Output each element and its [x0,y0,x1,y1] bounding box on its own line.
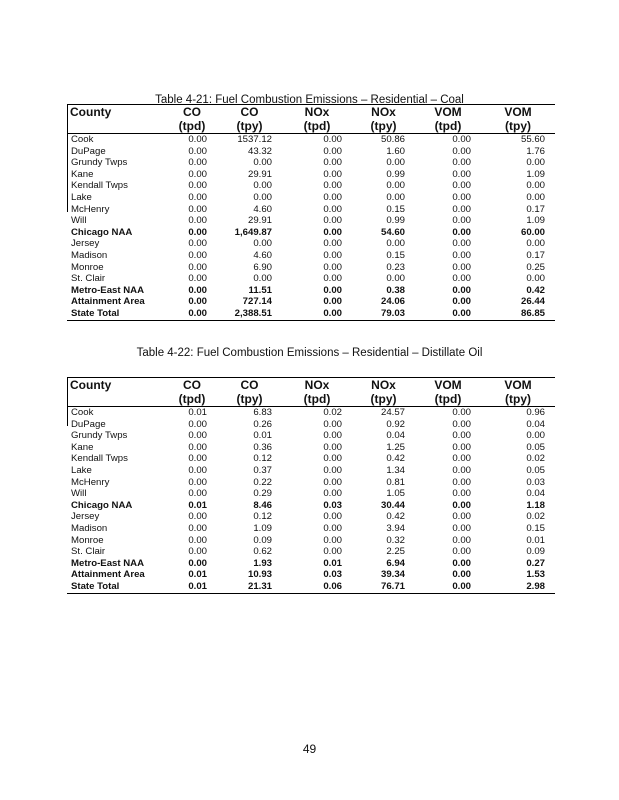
value-cell: 0.05 [526,464,545,476]
county-cell: Kane [71,168,94,180]
value-cell: 0.32 [386,534,405,546]
value-cell: 0.00 [188,203,207,215]
table-row [67,558,555,570]
value-cell: 0.00 [188,511,207,523]
value-cell: 0.99 [386,168,405,180]
table-row [67,308,555,320]
county-cell: Kane [71,441,94,453]
value-cell: 1.34 [386,464,405,476]
value-cell: 4.60 [253,203,272,215]
county-cell: St. Clair [71,273,106,285]
value-cell: 0.00 [386,191,405,203]
column-header: CO [240,378,259,392]
value-cell: 0.09 [526,546,545,558]
value-cell: 0.00 [452,407,471,418]
value-cell: 0.00 [323,215,342,227]
value-cell: 0.04 [386,430,405,442]
column-header: VOM [504,378,532,392]
county-cell: Lake [71,191,92,203]
value-cell: 0.26 [253,418,272,430]
value-cell: 0.00 [188,534,207,546]
value-cell: 0.15 [526,522,545,534]
value-cell: 0.00 [452,203,471,215]
value-cell: 0.00 [526,238,545,250]
value-cell: 0.92 [386,418,405,430]
value-cell: 0.00 [323,157,342,169]
value-cell: 0.42 [386,511,405,523]
county-cell: Chicago NAA [71,499,133,511]
county-cell: Grundy Twps [71,157,128,169]
value-cell: 0.01 [167,581,217,593]
county-cell: DuPage [71,418,106,430]
value-cell: 0.00 [323,168,342,180]
table-row [67,180,555,192]
value-cell: 2.25 [386,546,405,558]
value-cell: 0.00 [253,157,272,169]
value-cell: 0.00 [452,296,471,308]
county-cell: Madison [71,249,108,261]
value-cell: 0.00 [323,203,342,215]
value-cell: 1.09 [526,168,545,180]
value-cell: 54.60 [380,226,405,238]
value-cell: 0.00 [452,273,471,285]
value-cell: 0.15 [386,249,405,261]
county-cell: Will [71,215,87,227]
column-header: VOM [434,378,462,392]
county-cell: Attainment Area [71,296,145,308]
value-cell: 0.01 [323,557,342,569]
value-cell: 0.00 [323,522,342,534]
value-cell: 0.29 [253,488,272,500]
table-row [67,407,555,419]
value-cell: 2,388.51 [217,308,282,320]
value-cell: 0.00 [526,157,545,169]
column-unit: (tpd) [282,392,352,407]
table-row [67,442,555,454]
value-cell: 0.00 [188,249,207,261]
value-cell: 0.00 [452,168,471,180]
value-cell: 0.00 [452,534,471,546]
county-cell: Cook [71,134,94,145]
value-cell: 0.00 [323,430,342,442]
column-unit [67,119,167,134]
value-cell: 0.00 [452,238,471,250]
column-unit: (tpy) [217,392,282,407]
value-cell: 0.00 [386,157,405,169]
value-cell: 0.00 [188,430,207,442]
value-cell: 0.00 [452,284,471,296]
value-cell: 0.00 [526,180,545,192]
value-cell: 0.00 [188,476,207,488]
table-row [67,488,555,500]
value-cell: 0.00 [323,488,342,500]
value-cell: 0.00 [452,441,471,453]
table-row [67,477,555,489]
column-unit: (tpd) [415,392,481,407]
value-cell: 0.00 [323,284,342,296]
value-cell: 4.60 [253,249,272,261]
table-row [67,465,555,477]
table-row [67,296,555,308]
value-cell: 0.00 [188,441,207,453]
value-cell: 1.25 [386,441,405,453]
value-cell: 0.00 [323,464,342,476]
county-cell: Grundy Twps [71,430,128,442]
value-cell: 0.00 [188,488,207,500]
value-cell: 0.00 [323,511,342,523]
value-cell: 50.86 [380,134,405,145]
value-cell: 0.17 [526,249,545,261]
value-cell: 0.04 [526,488,545,500]
value-cell: 0.00 [188,226,207,238]
value-cell: 30.44 [380,499,405,511]
value-cell: 0.00 [323,180,342,192]
value-cell: 0.00 [188,191,207,203]
value-cell: 0.00 [452,546,471,558]
value-cell: 0.00 [386,238,405,250]
value-cell: 2.98 [481,581,555,593]
value-cell: 0.00 [452,511,471,523]
page-number: 49 [302,742,317,756]
value-cell: 0.00 [188,418,207,430]
county-cell: State Total [67,308,167,320]
value-cell: 0.03 [323,499,342,511]
value-cell: 10.93 [247,569,272,581]
column-unit [67,392,167,407]
value-cell: 0.00 [526,430,545,442]
column-unit: (tpy) [352,119,415,134]
column-header: NOx [371,105,396,119]
value-cell: 0.00 [452,476,471,488]
value-cell: 0.00 [452,134,471,145]
county-cell: St. Clair [71,546,106,558]
value-cell: 0.00 [526,273,545,285]
table-row [67,500,555,512]
value-cell: 0.00 [452,522,471,534]
column-unit: (tpy) [481,119,555,134]
table-row [67,511,555,523]
county-cell: McHenry [71,476,110,488]
value-cell: 0.00 [386,180,405,192]
value-cell: 0.01 [526,534,545,546]
value-cell: 0.00 [452,430,471,442]
column-header: CO [183,105,201,119]
value-cell: 26.44 [520,296,545,308]
table-row [67,535,555,547]
value-cell: 0.15 [386,203,405,215]
value-cell: 1.09 [526,215,545,227]
value-cell: 6.83 [253,407,272,418]
value-cell: 0.00 [188,238,207,250]
county-cell: Monroe [71,534,104,546]
value-cell: 0.05 [526,441,545,453]
value-cell: 0.62 [253,546,272,558]
table-row [67,238,555,250]
county-cell: Attainment Area [71,569,145,581]
value-cell: 0.00 [452,557,471,569]
value-cell: 0.00 [323,453,342,465]
value-cell: 1537.12 [237,134,272,145]
value-cell: 0.00 [452,191,471,203]
value-cell: 21.31 [217,581,282,593]
value-cell: 0.00 [323,273,342,285]
column-unit: (tpd) [167,119,217,134]
value-cell: 0.00 [452,488,471,500]
value-cell: 0.00 [323,134,342,145]
value-cell: 0.01 [188,407,207,418]
table-row [67,192,555,204]
value-cell: 0.01 [188,569,207,581]
value-cell: 0.00 [323,145,342,157]
column-header: NOx [304,105,330,119]
value-cell: 0.42 [386,453,405,465]
county-cell: Jersey [71,238,100,250]
value-cell: 11.51 [248,284,272,296]
value-cell: 6.90 [253,261,272,273]
value-cell: 0.17 [526,203,545,215]
value-cell: 0.02 [526,453,545,465]
value-cell: 0.12 [253,453,272,465]
value-cell: 0.00 [188,284,207,296]
table-row [67,581,555,593]
value-cell: 0.00 [452,215,471,227]
value-cell: 0.00 [188,134,207,145]
value-cell: 0.04 [526,418,545,430]
value-cell: 0.00 [452,180,471,192]
column-unit: (tpd) [282,119,352,134]
value-cell: 0.00 [253,238,272,250]
value-cell: 0.00 [188,522,207,534]
value-cell: 0.00 [188,215,207,227]
table-row [67,157,555,169]
column-header: NOx [304,378,330,392]
table-row [67,146,555,158]
column-unit: (tpy) [352,392,415,407]
value-cell: 0.00 [415,308,481,320]
value-cell: 0.00 [452,464,471,476]
value-cell: 6.94 [386,557,405,569]
value-cell: 0.02 [526,511,545,523]
value-cell: 0.00 [323,226,342,238]
value-cell: 0.00 [167,308,217,320]
value-cell: 0.00 [323,534,342,546]
column-header: County [70,378,112,392]
value-cell: 0.00 [323,261,342,273]
value-cell: 0.22 [253,476,272,488]
value-cell: 0.00 [323,238,342,250]
column-header: County [70,105,112,119]
column-unit: (tpd) [415,119,481,134]
value-cell: 0.09 [253,534,272,546]
column-unit: (tpy) [481,392,555,407]
value-cell: 1.09 [253,522,272,534]
table-row [67,546,555,558]
value-cell: 0.00 [253,180,272,192]
value-cell: 0.00 [188,296,207,308]
table-row [67,204,555,216]
value-cell: 0.37 [253,464,272,476]
table-4-21 [67,104,555,321]
value-cell: 0.00 [323,441,342,453]
table-row [67,285,555,297]
value-cell: 0.00 [452,418,471,430]
value-cell: 0.00 [188,168,207,180]
value-cell: 0.00 [452,453,471,465]
value-cell: 0.00 [452,261,471,273]
value-cell: 86.85 [481,308,555,320]
value-cell: 1.18 [526,499,545,511]
value-cell: 0.00 [188,261,207,273]
table-row [67,134,555,146]
value-cell: 0.36 [253,441,272,453]
value-cell: 0.00 [452,226,471,238]
value-cell: 1.60 [386,145,405,157]
value-cell: 0.38 [386,284,405,296]
county-cell: Monroe [71,261,104,273]
value-cell: 1.76 [526,145,545,157]
value-cell: 0.00 [415,581,481,593]
value-cell: 0.81 [386,476,405,488]
value-cell: 0.00 [188,546,207,558]
table-row [67,430,555,442]
column-header: CO [240,105,259,119]
column-header: NOx [371,378,396,392]
value-cell: 0.00 [323,296,342,308]
value-cell: 0.06 [282,581,352,593]
table-row [67,262,555,274]
value-cell: 727.14 [242,296,272,308]
value-cell: 0.42 [526,284,545,296]
county-cell: Will [71,488,87,500]
table-4-21-title: Table 4-21: Fuel Combustion Emissions – Residential – Coal [155,94,464,106]
value-cell: 0.00 [526,191,545,203]
value-cell: 0.03 [526,476,545,488]
value-cell: 76.71 [352,581,415,593]
county-cell: Lake [71,464,92,476]
table-4-22-title: Table 4-22: Fuel Combustion Emissions – Residential – Distillate Oil [136,347,483,359]
value-cell: 3.94 [386,522,405,534]
value-cell: 8.46 [253,499,272,511]
county-cell: Metro-East NAA [71,557,145,569]
value-cell: 0.00 [323,249,342,261]
value-cell: 79.03 [352,308,415,320]
column-header: CO [183,378,201,392]
value-cell: 0.96 [526,407,545,418]
value-cell: 0.00 [323,546,342,558]
value-cell: 29.91 [247,168,272,180]
value-cell: 0.00 [188,453,207,465]
value-cell: 0.00 [452,249,471,261]
value-cell: 0.00 [452,499,471,511]
value-cell: 29.91 [247,215,272,227]
value-cell: 0.03 [323,569,342,581]
value-cell: 0.00 [188,464,207,476]
value-cell: 24.57 [380,407,405,418]
value-cell: 0.00 [323,476,342,488]
value-cell: 1.93 [253,557,272,569]
table-row [67,419,555,431]
column-unit: (tpy) [217,119,282,134]
value-cell: 0.00 [188,180,207,192]
value-cell: 0.00 [452,569,471,581]
value-cell: 0.00 [253,191,272,203]
value-cell: 0.01 [253,430,272,442]
table-4-22 [67,377,555,594]
value-cell: 55.60 [520,134,545,145]
value-cell: 0.00 [452,145,471,157]
column-header: VOM [434,105,462,119]
table-row [67,273,555,285]
table-row [67,569,555,581]
value-cell: 24.06 [380,296,405,308]
table-row [67,453,555,465]
value-cell: 0.02 [323,407,342,418]
value-cell: 0.00 [323,191,342,203]
county-cell: DuPage [71,145,106,157]
value-cell: 0.00 [188,157,207,169]
table-row [67,169,555,181]
value-cell: 0.99 [386,215,405,227]
table-row [67,227,555,239]
value-cell: 39.34 [380,569,405,581]
value-cell: 0.01 [188,499,207,511]
value-cell: 0.00 [188,273,207,285]
table-row [67,215,555,227]
county-cell: Kendall Twps [71,180,128,192]
value-cell: 0.00 [253,273,272,285]
county-cell: Metro-East NAA [71,284,145,296]
value-cell: 0.00 [282,308,352,320]
value-cell: 0.00 [452,157,471,169]
value-cell: 1.53 [526,569,545,581]
value-cell: 0.00 [386,273,405,285]
value-cell: 0.00 [323,418,342,430]
value-cell: 0.27 [526,557,545,569]
value-cell: 0.12 [253,511,272,523]
county-cell: Madison [71,522,108,534]
county-cell: Cook [71,407,94,418]
county-cell: Chicago NAA [71,226,133,238]
value-cell: 0.25 [526,261,545,273]
value-cell: 0.00 [188,145,207,157]
county-cell: Jersey [71,511,100,523]
value-cell: 1.05 [386,488,405,500]
column-unit: (tpd) [167,392,217,407]
value-cell: 1,649.87 [234,226,272,238]
county-cell: McHenry [71,203,110,215]
value-cell: 43.32 [247,145,272,157]
county-cell: Kendall Twps [71,453,128,465]
value-cell: 0.23 [386,261,405,273]
value-cell: 0.00 [188,557,207,569]
table-row [67,523,555,535]
table-row [67,250,555,262]
county-cell: State Total [67,581,167,593]
column-header: VOM [504,105,532,119]
value-cell: 60.00 [520,226,545,238]
